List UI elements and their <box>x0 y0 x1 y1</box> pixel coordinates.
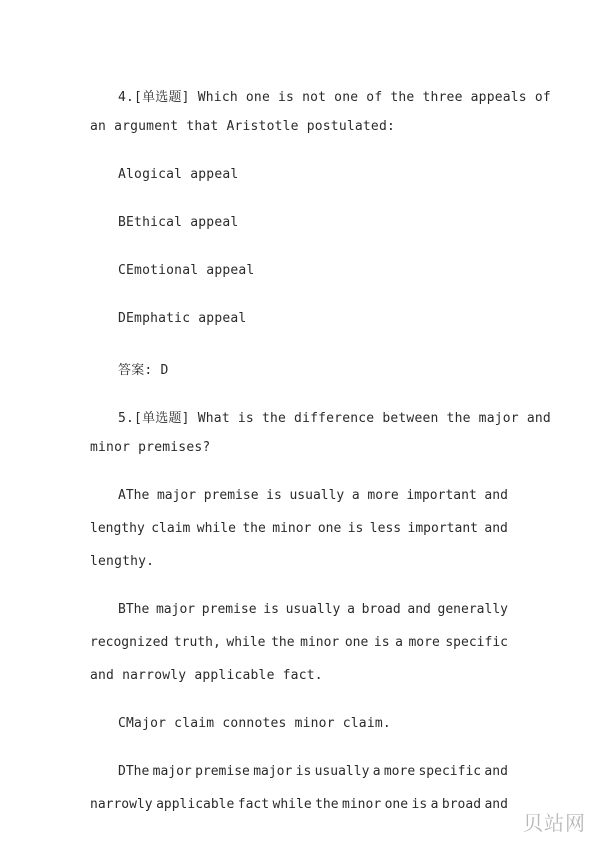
word: while <box>196 521 236 536</box>
word: a <box>347 602 355 617</box>
q5-option-a-line3: lengthy. <box>90 554 155 569</box>
word: a <box>395 635 403 650</box>
word: AThe <box>118 488 150 503</box>
word: less <box>369 521 402 536</box>
word: is <box>295 764 312 779</box>
word: more <box>383 764 416 779</box>
word: one <box>317 521 342 536</box>
word: one <box>344 635 369 650</box>
word: minor <box>342 797 382 812</box>
q5-stem-line2: minor premises? <box>90 440 211 455</box>
word: is <box>263 602 279 617</box>
word: fact <box>237 797 270 812</box>
word: and <box>407 602 431 617</box>
word: specific <box>418 764 482 779</box>
q5-stem-line1: 5.[单选题] What is the difference between the major and <box>118 411 551 426</box>
word: a <box>351 488 360 503</box>
site-watermark: 贝站网 <box>523 811 586 835</box>
word: specific <box>445 635 508 650</box>
q5-option-b-line1 <box>118 602 508 617</box>
word: premise <box>195 764 250 779</box>
word: narrowly <box>90 797 153 812</box>
word: major <box>152 764 192 779</box>
q5-option-a-line2 <box>90 521 508 536</box>
word: broad <box>441 797 482 812</box>
word: minor <box>272 521 312 536</box>
q4-option-c: CEmotional appeal <box>118 263 255 278</box>
q4-stem-line2: an argument that Aristotle postulated: <box>90 119 396 134</box>
word: while <box>272 797 312 812</box>
q5-option-c: CMajor claim connotes minor claim. <box>118 716 391 731</box>
word: one <box>384 797 409 812</box>
word: claim <box>151 521 191 536</box>
q4-stem-line1: 4.[单选题] Which one is not one of the three appeals of <box>118 90 551 105</box>
word: broad <box>361 602 401 617</box>
word: a <box>372 764 381 779</box>
word: major <box>155 602 196 617</box>
q5-option-b-line2 <box>90 635 508 650</box>
word: is <box>266 488 282 503</box>
word: and <box>484 764 508 779</box>
word: truth, <box>173 635 221 650</box>
q4-option-d: DEmphatic appeal <box>118 311 247 326</box>
word: DThe <box>118 764 150 779</box>
word: important <box>407 521 478 536</box>
word: is <box>411 797 428 812</box>
word: the <box>315 797 339 812</box>
word: major <box>253 764 293 779</box>
word: premise <box>201 602 257 617</box>
word: while <box>226 635 266 650</box>
word: lengthy <box>90 521 145 536</box>
word: the <box>271 635 295 650</box>
word: is <box>347 521 364 536</box>
q5-option-d-line1 <box>118 764 508 779</box>
word: applicable <box>156 797 235 812</box>
word: important <box>406 488 477 503</box>
q5-option-b-line3: and narrowly applicable fact. <box>90 668 323 683</box>
word: BThe <box>118 602 150 617</box>
q4-option-b: BEthical appeal <box>118 215 239 230</box>
q4-option-a: Alogical appeal <box>118 167 239 182</box>
word: and <box>484 797 508 812</box>
word: more <box>408 635 440 650</box>
word: major <box>156 488 197 503</box>
word: usually <box>285 602 341 617</box>
word: and <box>484 521 508 536</box>
word: the <box>242 521 266 536</box>
word: recognized <box>90 635 169 650</box>
word: a <box>430 797 439 812</box>
word: usually <box>314 764 370 779</box>
word: usually <box>289 488 345 503</box>
word: generally <box>437 602 508 617</box>
q5-option-a-line1 <box>118 488 508 503</box>
word: more <box>367 488 399 503</box>
word: and <box>484 488 508 503</box>
q5-option-d-line2 <box>90 797 508 812</box>
q4-answer: 答案: D <box>118 363 169 378</box>
word: minor <box>300 635 340 650</box>
word: is <box>373 635 390 650</box>
word: premise <box>203 488 259 503</box>
